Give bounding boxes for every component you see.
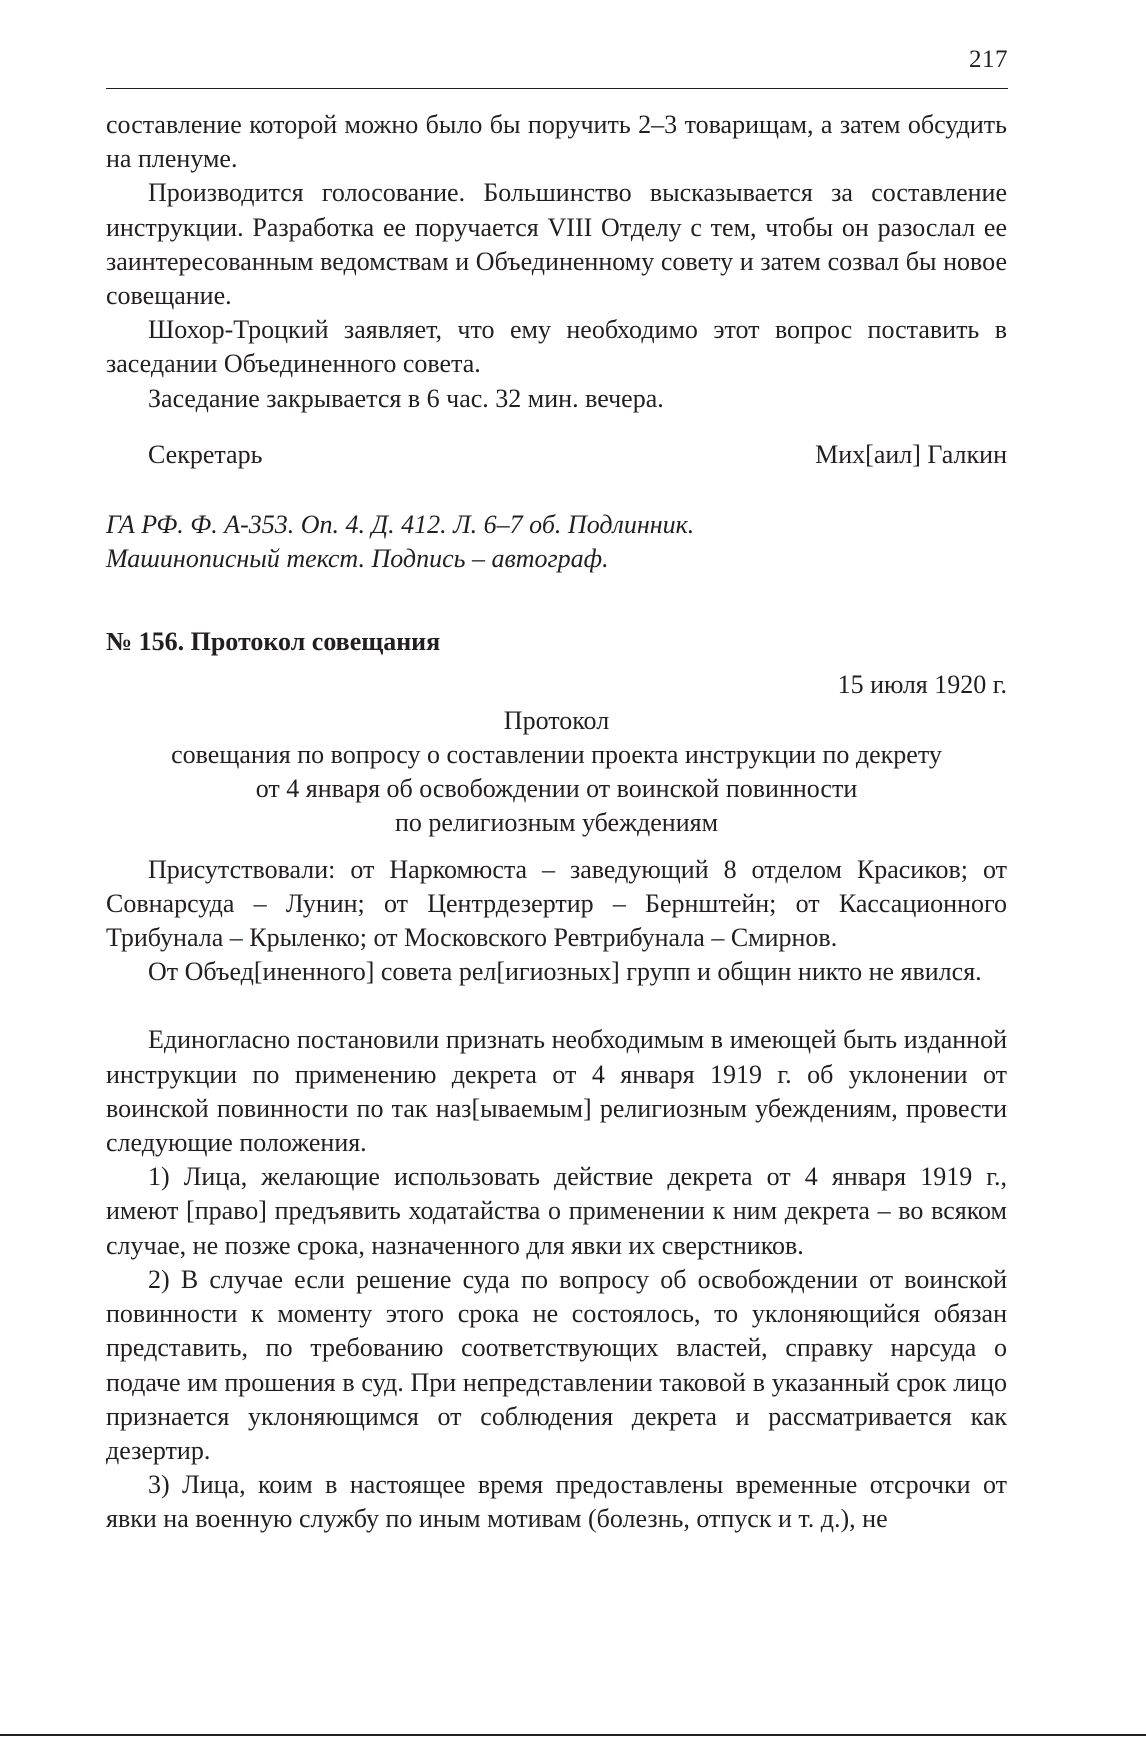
document-title — [106, 704, 1007, 841]
paragraph-resolution: Единогласно постановили признать необходимым в имеющей быть изданной инструкции по применению декрета от 4 января 1919 г. об уклонении от воинской повинности по так наз[ываемым] религиозным убеждениям, провести следующие положения. — [106, 1025, 1007, 1158]
title-line: от 4 января об освобождении от воинской повинности — [255, 774, 858, 804]
page-bottom-edge — [0, 1734, 1146, 1736]
paragraph-absent: От Объед[иненного] совета рел[игиозных] групп и общин никто не явился. — [148, 957, 982, 987]
page-number: 217 — [969, 46, 1008, 73]
paragraph-closing: Заседание закрывается в 6 час. 32 мин. вечера. — [148, 383, 664, 413]
paragraph-vote: Производится голосование. Большинство высказывается за составление инструкции. Разработка ее поручается VIII Отделу с тем, чтобы он разослал ее заинтересованным ведомствам и Объединенному совету и затем созвал бы новое совещание. — [106, 178, 1007, 311]
paragraph-point-1: 1) Лица, желающие использовать действие декрета от 4 января 1919 г., имеют [право] предъявить ходатайства о применении к ним декрета – во всяком случае, не позже срока, назначенного для явки их сверстников. — [106, 1162, 1007, 1260]
archive-note-line: Машинописный текст. Подпись – автограф. — [106, 544, 609, 574]
archive-note-line: ГА РФ. Ф. А-353. Оп. 4. Д. 412. Л. 6–7 об. Подлинник. — [106, 510, 695, 540]
signature-role: Секретарь — [148, 439, 263, 469]
paragraph-shokhor: Шохор-Троцкий заявляет, что ему необходимо этот вопрос поставить в заседании Объединенного совета. — [106, 315, 1007, 379]
title-line: по религиозным убеждениям — [394, 808, 719, 838]
page-content — [106, 108, 1007, 1537]
signature-block — [106, 438, 1007, 472]
paragraph-continued: составление которой можно было бы поручить 2–3 товарищам, а затем обсудить на пленуме. — [106, 110, 1007, 174]
paragraph-point-2: 2) В случае если решение суда по вопросу об освобождении от воинской повинности к моменту этого срока не состоялось, то уклоняющийся обязан представить, по требованию соответствующих властей, справку нарсуда о подаче им прошения в суд. При непредставлении таковой в указанный срок лицо признается уклоняющимся от соблюдения декрета и рассматривается как дезертир. — [106, 1264, 1007, 1465]
signature-name: Мих[аил] Галкин — [815, 439, 1007, 469]
paragraph-point-3: 3) Лица, коим в настоящее время предоставлены временные отсрочки от явки на военную службу по иным мотивам (болезнь, отпуск и т. д.), не — [106, 1470, 1007, 1534]
document-heading: № 156. Протокол совещания — [106, 627, 441, 657]
archive-note — [106, 508, 1007, 576]
title-line: Протокол — [503, 705, 610, 735]
title-line: совещания по вопросу о составлении проекта инструкции по декрету — [171, 740, 942, 770]
paragraph-attendees: Присутствовали: от Наркомюста – заведующий 8 отделом Красиков; от Совнарсуда – Лунин; от Центрдезертир – Бернштейн; от Кассационного Трибунала – Крыленко; от Московского Ревтрибунала – Смирнов. — [106, 854, 1007, 953]
document-date: 15 июля 1920 г. — [837, 669, 1007, 699]
header-rule — [106, 88, 1008, 89]
